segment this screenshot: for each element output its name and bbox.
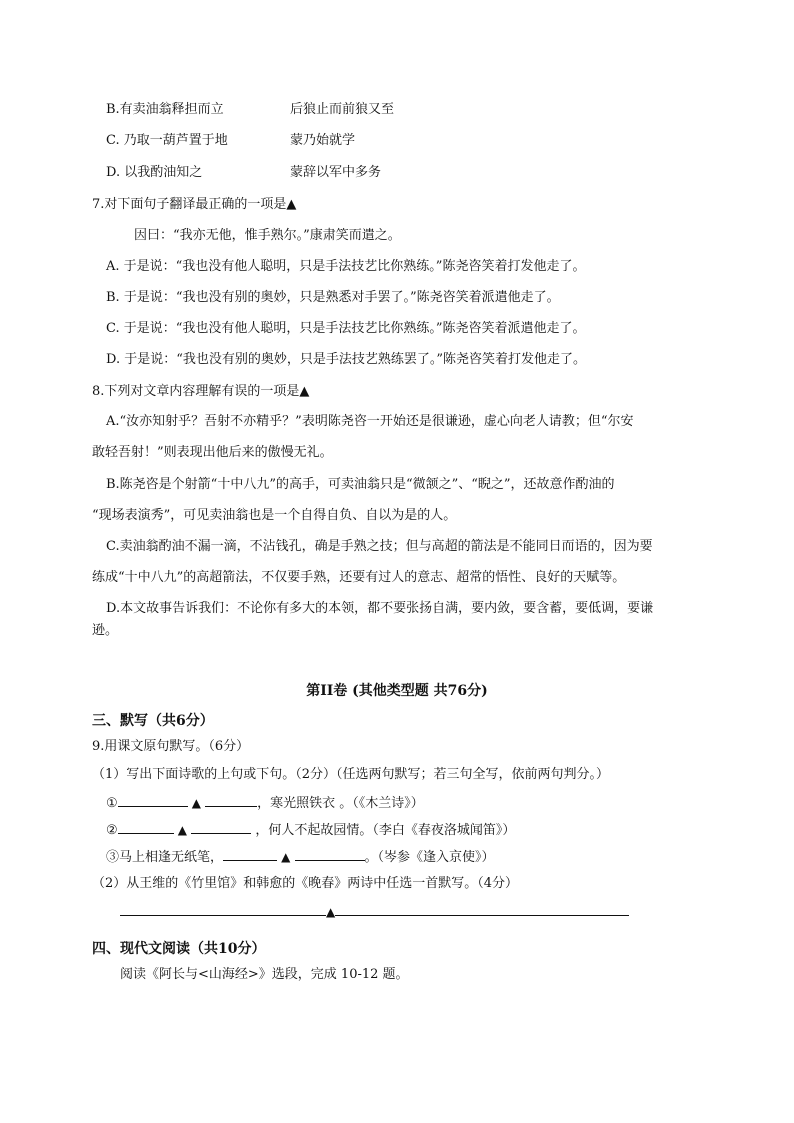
q9-sub2-blank2[interactable] xyxy=(335,902,629,916)
answer-triangle-icon: ▲ xyxy=(191,796,202,810)
q9-item2 xyxy=(106,820,515,840)
q9-item3-blank1[interactable] xyxy=(223,847,277,861)
q7-option-b: B. 于是说：“我也没有别的奥妙，只是熟悉对手罢了。”陈尧咨笑着派遣他走了。 xyxy=(106,290,560,305)
q8-option-b-line1: B.陈尧咨是个射箭“十中八九”的高手，可卖油翁只是“微颔之”、“睨之”，还故意作酌油的 xyxy=(106,477,615,492)
q8-stem: 8.下列对文章内容理解有误的一项是▲ xyxy=(92,384,310,399)
q9-sub1: （1）写出下面诗歌的上句或下句。（2分）（任选两句默写；若三句全写，依前两句判分。） xyxy=(92,767,610,782)
q9-item1-text: ，寒光照铁衣 。（《木兰诗》） xyxy=(257,796,424,811)
answer-triangle-icon: ▲ xyxy=(177,823,188,837)
q9-item2-number: ② xyxy=(106,823,118,838)
q9-item1-blank2[interactable] xyxy=(205,793,257,807)
q8-option-b-line2: “现场表演秀”，可见卖油翁也是一个自得自负、自以为是的人。 xyxy=(92,508,457,523)
q6-option-d-right: 蒙辞以军中多务 xyxy=(290,165,382,180)
answer-triangle-icon: ▲ xyxy=(281,850,291,864)
q9-sub2: （2）从王维的《竹里馆》和韩愈的《晚春》两诗中任选一首默写。（4分） xyxy=(92,876,519,891)
q9-item2-text: ，何人不起故园情。（李白《春夜洛城闻笛》） xyxy=(255,823,516,838)
q9-stem: 9.用课文原句默写。（6分） xyxy=(92,739,250,754)
q6-option-c-left: C. 乃取一葫芦置于地 xyxy=(106,133,228,148)
q8-option-d-line1: D.本文故事告诉我们：不论你有多大的本领，都不要张扬自满，要内敛，要含蓄，要低调，要谦 xyxy=(106,601,654,616)
q8-option-c-line2: 练成“十中八九”的高超箭法，不仅要手熟，还要有过人的意志、超常的悟性、良好的天赋等。 xyxy=(92,570,626,585)
q8-option-a-line1: A.“汝亦知射乎？吾射不亦精乎？”表明陈尧咨一开始还是很谦逊，虚心向老人请教；但“尔安 xyxy=(106,414,634,429)
q9-item1-number: ① xyxy=(106,796,118,811)
part2-title: 第II卷 (其他类型题 共76分) xyxy=(306,683,488,699)
q7-quote: 因曰：“我亦无他，惟手熟尔。”康肃笑而遣之。 xyxy=(134,228,401,243)
q9-item2-blank1[interactable] xyxy=(118,820,174,834)
q8-option-a-line2: 敢轻吾射！”则表现出他后来的傲慢无礼。 xyxy=(92,445,333,460)
q6-option-b-right: 后狼止而前狼又至 xyxy=(290,102,395,117)
q9-item2-blank2[interactable] xyxy=(191,820,251,834)
section4-title: 四、现代文阅读（共10分） xyxy=(92,941,266,957)
q8-option-d-line2: 逊。 xyxy=(92,623,119,638)
q7-option-c: C. 于是说：“我也没有他人聪明，只是手法技艺比你熟练。”陈尧咨笑着派遣他走了。 xyxy=(106,321,586,336)
section4-intro: 阅读《阿长与<山海经>》选段，完成 10-12 题。 xyxy=(120,967,409,982)
section3-title: 三、默写（共6分） xyxy=(92,713,214,729)
q9-item3-text: ③马上相逢无纸笔， xyxy=(106,850,224,865)
q9-sub2-blank1[interactable] xyxy=(120,902,326,916)
q7-option-d: D. 于是说：“我也没有别的奥妙，只是手法技艺熟练罢了。”陈尧咨笑着打发他走了。 xyxy=(106,352,587,367)
q6-option-d-left: D. 以我酌油知之 xyxy=(106,165,203,180)
q6-option-b-left: B.有卖油翁释担而立 xyxy=(106,102,224,117)
answer-triangle-icon: ▲ xyxy=(326,905,336,919)
q9-sub2-answer-line xyxy=(120,902,629,922)
q8-option-c-line1: C.卖油翁酌油不漏一滴，不沾钱孔，确是手熟之技；但与高超的箭法是不能同日而语的，因为要 xyxy=(106,539,653,554)
q9-item3-blank2[interactable] xyxy=(295,847,365,861)
q9-item3-end: 。（岑参《逢入京使》） xyxy=(364,850,495,865)
q9-item1-blank1[interactable] xyxy=(118,793,188,807)
q9-item3 xyxy=(106,847,495,867)
q7-stem: 7.对下面句子翻译最正确的一项是▲ xyxy=(92,197,297,212)
q9-item1 xyxy=(106,793,424,813)
q7-option-a: A. 于是说：“我也没有他人聪明，只是手法技艺比你熟练。”陈尧咨笑着打发他走了。 xyxy=(106,259,586,274)
q6-option-c-right: 蒙乃始就学 xyxy=(290,133,356,148)
